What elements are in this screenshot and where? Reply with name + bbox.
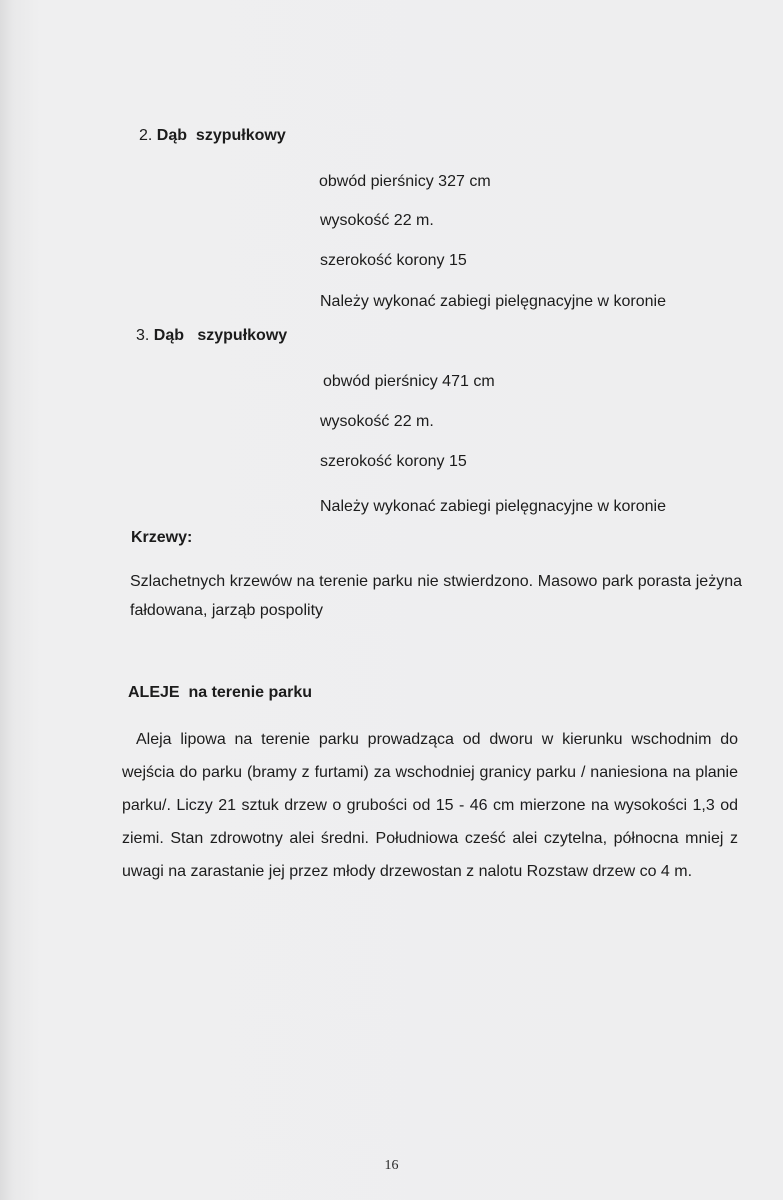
tree-number: 3. bbox=[136, 327, 150, 344]
tree-height: wysokość 22 m. bbox=[320, 413, 434, 430]
tree-name: Dąb szypułkowy bbox=[153, 327, 288, 344]
tree-height: wysokość 22 m. bbox=[320, 212, 434, 229]
tree-circumference: obwód pierśnicy 327 cm bbox=[319, 173, 491, 190]
tree-recommendation: Należy wykonać zabiegi pielęgnacyjne w koronie bbox=[320, 293, 666, 310]
shrubs-paragraph: Szlachetnych krzewów na terenie parku nie stwierdzono. Masowo park porasta jeżyna fałdowana, jarząb pospolity bbox=[130, 573, 742, 619]
tree-name: Dąb szypułkowy bbox=[156, 127, 286, 144]
alleys-paragraph: Aleja lipowa na terenie parku prowadząca od dworu w kierunku wschodnim do wejścia do parku (bramy z furtami) za wschodniej granicy parku / naniesiona na planie parku/. Liczy 21 sztuk drzew o grubości od 15 - 46 cm mierzone na wysokości 1,3 od ziemi. Stan zdrowotny alei średni. Południowa cześć alei czytelna, północna mniej z uwagi na zarastanie jej przez młody drzewostan z nalotu Rozstaw drzew co 4 m. bbox=[122, 731, 738, 880]
alleys-heading: ALEJE na terenie parku bbox=[128, 684, 313, 701]
tree-heading bbox=[139, 126, 286, 146]
shrubs-heading: Krzewy: bbox=[131, 529, 193, 546]
tree-recommendation: Należy wykonać zabiegi pielęgnacyjne w koronie bbox=[320, 498, 666, 515]
tree-number: 2. bbox=[139, 127, 153, 144]
tree-heading bbox=[136, 326, 287, 346]
tree-circumference: obwód pierśnicy 471 cm bbox=[323, 373, 495, 390]
tree-crown-width: szerokość korony 15 bbox=[320, 453, 467, 470]
page-number: 16 bbox=[384, 1158, 399, 1173]
tree-crown-width: szerokość korony 15 bbox=[320, 252, 467, 269]
